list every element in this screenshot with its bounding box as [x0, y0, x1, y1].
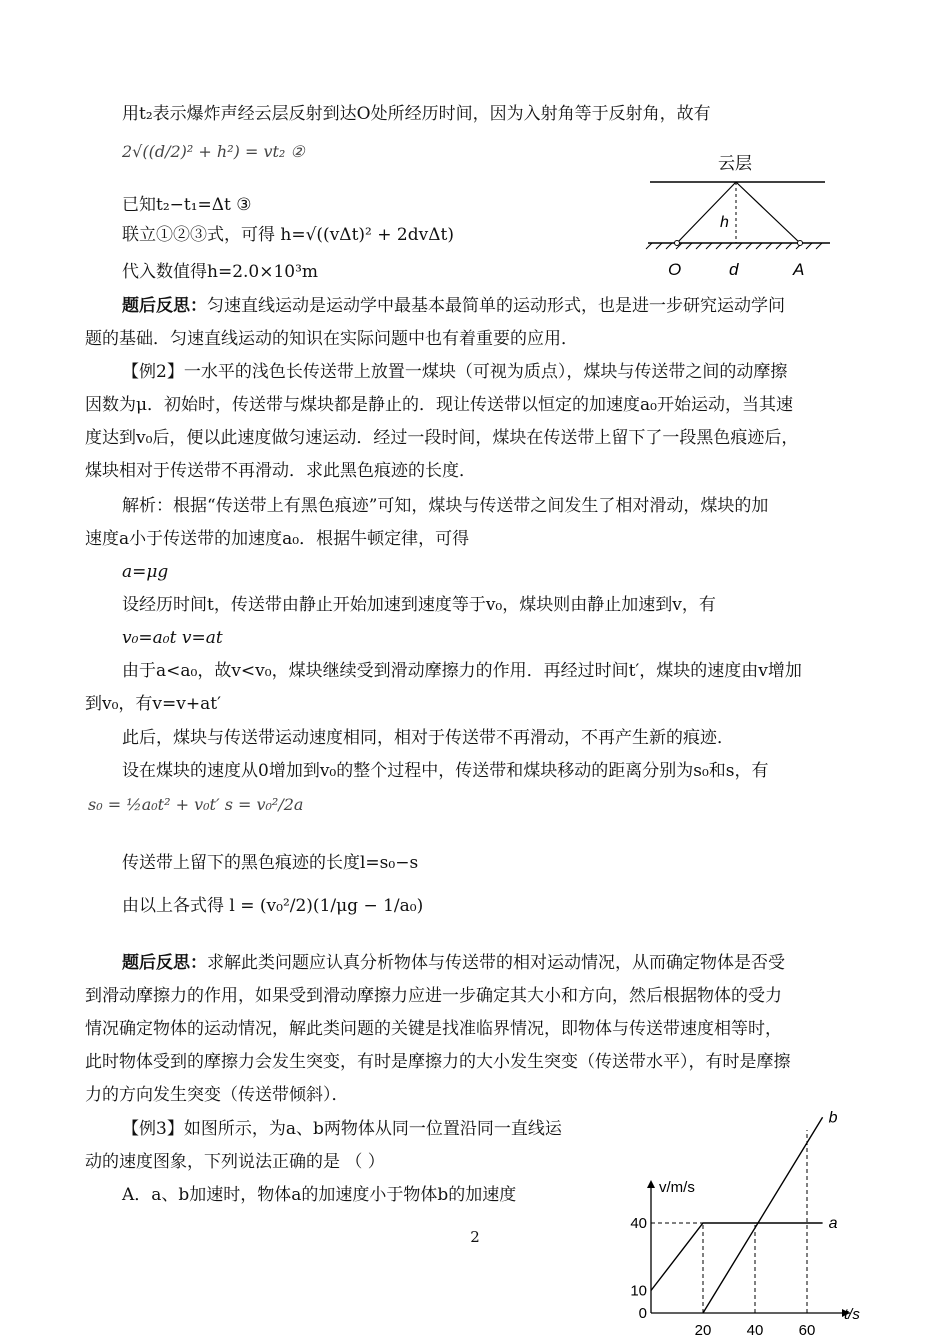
x-axis-label: t/s [844, 1306, 860, 1323]
text-line: 传送带上留下的黑色痕迹的长度l=s₀−s [122, 853, 419, 873]
x-tick-label: 40 [746, 1322, 764, 1339]
text-line: 度达到v₀后，便以此速度做匀速运动．经过一段时间，煤块在传送带上留下了一段黑色痕迹后， [85, 428, 799, 448]
series-label-b: b [828, 1109, 838, 1127]
text-line: 速度a小于传送带的加速度a₀．根据牛顿定律，可得 [85, 529, 470, 549]
distance-d-label: d [729, 260, 739, 279]
text-line: 由于a<a₀，故v<v₀，煤块继续受到滑动摩擦力的作用．再经过时间t′，煤块的速度由v增加 [122, 661, 802, 681]
text-line: 【例3】如图所示，为a、b两物体从同一位置沿同一直线运 [122, 1119, 562, 1139]
text-line: 【例2】一水平的浅色长传送带上放置一煤块（可视为质点），煤块与传送带之间的动摩擦 [122, 362, 788, 382]
series-label-a: a [828, 1215, 838, 1232]
option-a: A．a、b加速时，物体a的加速度小于物体b的加速度 [122, 1185, 517, 1205]
formula-line: 由以上各式得 l = (v₀²/2)(1/μg − 1/a₀) [122, 896, 424, 916]
point-A-label: A [793, 260, 805, 279]
text-line: 力的方向发生突变（传送带倾斜）． [85, 1085, 349, 1105]
cloud-label: 云层 [718, 154, 752, 173]
y-tick-label: 40 [630, 1215, 647, 1232]
velocity-time-chart [618, 1108, 878, 1342]
series-line-b [703, 1117, 823, 1313]
text-line [122, 290, 870, 323]
text-line: 到滑动摩擦力的作用，如果受到滑动摩擦力应进一步确定其大小和方向，然后根据物体的受力 [85, 986, 782, 1006]
text-line: 联立①②③式，可得 h=√((vΔt)² + 2dvΔt) [122, 225, 454, 245]
text-line [122, 947, 870, 980]
text-line: 题的基础．匀速直线运动的知识在实际问题中也有着重要的应用． [85, 329, 578, 349]
text-line: 情况确定物体的运动情况，解此类问题的关键是找准临界情况，即物体与传送带速度相等时， [85, 1019, 782, 1039]
reflection-heading: 题后反思： [122, 953, 207, 973]
y-axis-arrow [647, 1180, 655, 1188]
formula-reflection: 2√((d/2)² + h²) = vt₂ ② [122, 142, 305, 161]
h-label: h [720, 214, 729, 231]
y-tick-label: 10 [630, 1282, 647, 1300]
reflection-heading: 题后反思： [122, 296, 207, 316]
text-line: 设在煤块的速度从0增加到v₀的整个过程中，传送带和煤块移动的距离分别为s₀和s，有 [122, 761, 769, 781]
y-tick-label: 0 [638, 1305, 647, 1322]
x-tick-label: 60 [798, 1322, 816, 1339]
text-line: 因数为μ．初始时，传送带与煤块都是静止的．现让传送带以恒定的加速度a₀开始运动，当其速 [85, 395, 793, 415]
text-line: 代入数值得h=2.0×10³m [122, 262, 319, 282]
formula-line: a=μg [122, 562, 169, 582]
text-line: 到v₀，有v=v+at′ [85, 694, 221, 714]
x-tick-label: 20 [694, 1322, 712, 1339]
text-line: 此后，煤块与传送带运动速度相同，相对于传送带不再滑动，不再产生新的痕迹． [122, 728, 734, 748]
text-line: 此时物体受到的摩擦力会发生突变，有时是摩擦力的大小发生突变（传送带水平），有时是摩擦 [85, 1052, 791, 1072]
page-number: 2 [470, 1228, 480, 1246]
point-O-label: O [668, 260, 682, 279]
cloud-reflection-figure [640, 145, 840, 285]
formula-distances: s₀ = ½a₀t² + v₀t′ s = v₀²/2a [88, 795, 304, 814]
formula-line: v₀=a₀t v=at [122, 628, 223, 648]
text-line: 用t₂表示爆炸声经云层反射到达O处所经历时间，因为入射角等于反射角，故有 [122, 104, 711, 124]
text-line: 动的速度图象，下列说法正确的是 （ ） [85, 1152, 385, 1172]
text-line: 已知t₂−t₁=Δt ③ [122, 195, 252, 215]
text-line: 设经历时间t，传送带由静止开始加速到速度等于v₀，煤块则由静止加速到v，有 [122, 595, 716, 615]
text-span: 匀速直线运动是运动学中最基本最简单的运动形式，也是进一步研究运动学问 [207, 296, 785, 316]
y-axis-label: v/m/s [659, 1179, 695, 1196]
text-line: 解析：根据“传送带上有黑色痕迹”可知，煤块与传送带之间发生了相对滑动，煤块的加 [122, 496, 769, 516]
text-span: 求解此类问题应认真分析物体与传送带的相对运动情况，从而确定物体是否受 [207, 953, 785, 973]
text-line: 煤块相对于传送带不再滑动．求此黑色痕迹的长度． [85, 461, 476, 481]
